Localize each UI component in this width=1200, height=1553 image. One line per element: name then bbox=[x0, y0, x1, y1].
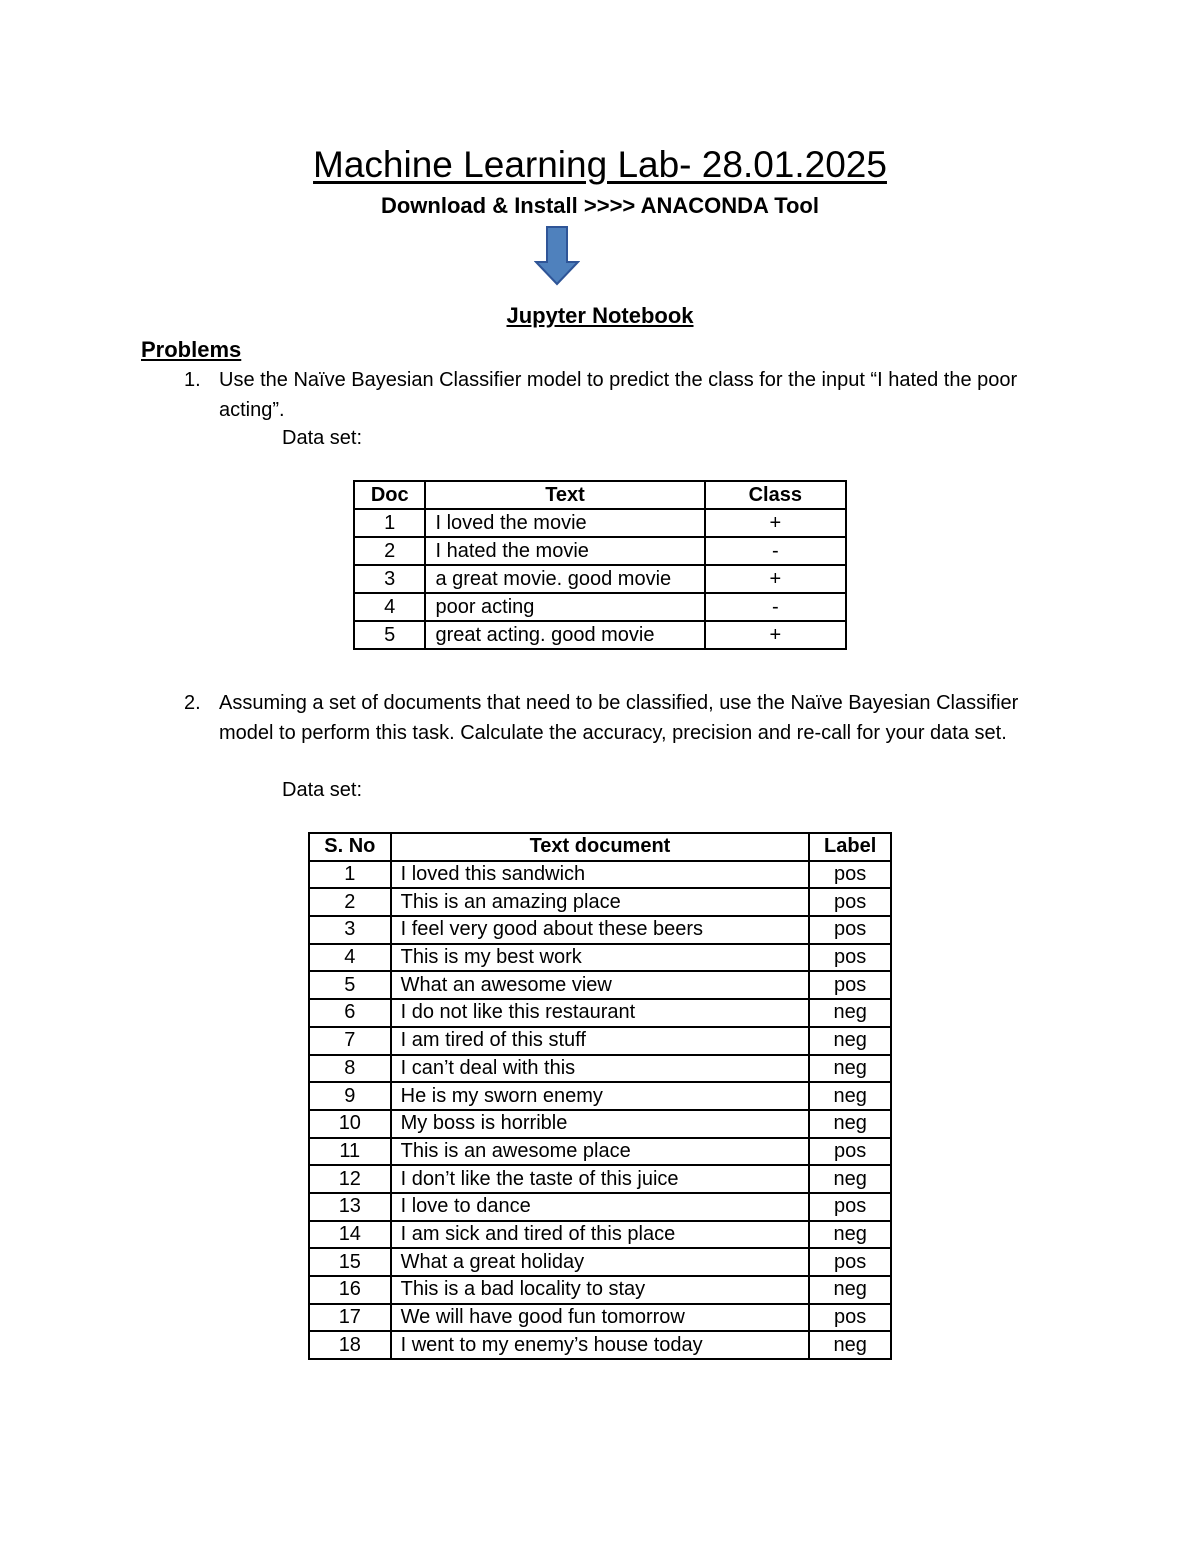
table-cell: 13 bbox=[309, 1193, 391, 1221]
table-cell: 6 bbox=[309, 999, 391, 1027]
table-cell: I loved the movie bbox=[425, 509, 704, 537]
table-cell: I hated the movie bbox=[425, 537, 704, 565]
column-header: Text document bbox=[391, 833, 810, 861]
table-cell: 17 bbox=[309, 1304, 391, 1332]
table-cell: We will have good fun tomorrow bbox=[391, 1304, 810, 1332]
problem-2 bbox=[184, 689, 1054, 748]
table-cell: 1 bbox=[309, 861, 391, 889]
table-cell: I feel very good about these beers bbox=[391, 916, 810, 944]
table-cell: 15 bbox=[309, 1248, 391, 1276]
table-cell: a great movie. good movie bbox=[425, 565, 704, 593]
table-cell: I am sick and tired of this place bbox=[391, 1221, 810, 1249]
table-row bbox=[309, 1165, 891, 1193]
table-cell: neg bbox=[809, 1276, 891, 1304]
table-row bbox=[309, 1221, 891, 1249]
table-row bbox=[309, 1138, 891, 1166]
table-cell: This is a bad locality to stay bbox=[391, 1276, 810, 1304]
table-cell: What a great holiday bbox=[391, 1248, 810, 1276]
table-cell: 8 bbox=[309, 1055, 391, 1083]
column-header: Label bbox=[809, 833, 891, 861]
problem-2-dataset-label: Data set: bbox=[282, 779, 363, 801]
table-cell: 18 bbox=[309, 1331, 391, 1359]
table-row bbox=[354, 509, 846, 537]
table-cell: 4 bbox=[309, 944, 391, 972]
table-cell: + bbox=[705, 565, 846, 593]
column-header: Text bbox=[425, 481, 704, 509]
problem-2-text: Assuming a set of documents that need to be classified, use the Naïve Bayesian Classifier model to perform this task. Calculate the accuracy, precision and re-call for your data set. bbox=[219, 692, 1019, 744]
table-cell: - bbox=[705, 537, 846, 565]
table-row bbox=[309, 1027, 891, 1055]
table-cell: 5 bbox=[354, 621, 425, 649]
table-cell: I can’t deal with this bbox=[391, 1055, 810, 1083]
table-cell: neg bbox=[809, 1055, 891, 1083]
table-cell: What an awesome view bbox=[391, 971, 810, 999]
table-cell: This is an awesome place bbox=[391, 1138, 810, 1166]
table-row bbox=[309, 1304, 891, 1332]
table-cell: This is an amazing place bbox=[391, 888, 810, 916]
table-cell: I don’t like the taste of this juice bbox=[391, 1165, 810, 1193]
table-cell: poor acting bbox=[425, 593, 704, 621]
table-cell: 3 bbox=[354, 565, 425, 593]
problem-2-number: 2. bbox=[184, 692, 201, 714]
problem-2-table bbox=[308, 832, 892, 1360]
table-cell: neg bbox=[809, 1082, 891, 1110]
table-cell: pos bbox=[809, 1248, 891, 1276]
table-cell: 11 bbox=[309, 1138, 391, 1166]
table-cell: I loved this sandwich bbox=[391, 861, 810, 889]
table-cell: neg bbox=[809, 1027, 891, 1055]
page-subtitle: Download & Install >>>> ANACONDA Tool bbox=[380, 193, 819, 218]
table-cell: pos bbox=[809, 861, 891, 889]
table-cell: + bbox=[705, 509, 846, 537]
down-arrow-icon bbox=[534, 226, 580, 286]
table-row bbox=[309, 999, 891, 1027]
table-row bbox=[309, 1055, 891, 1083]
table-cell: 2 bbox=[354, 537, 425, 565]
table-cell: 2 bbox=[309, 888, 391, 916]
table-cell: neg bbox=[809, 999, 891, 1027]
table-cell: My boss is horrible bbox=[391, 1110, 810, 1138]
column-header: S. No bbox=[309, 833, 391, 861]
table-cell: neg bbox=[809, 1331, 891, 1359]
table-cell: He is my sworn enemy bbox=[391, 1082, 810, 1110]
table-row bbox=[309, 1082, 891, 1110]
table-row bbox=[309, 1276, 891, 1304]
table-row bbox=[309, 1331, 891, 1359]
column-header: Doc bbox=[354, 481, 425, 509]
table-header-row bbox=[309, 833, 891, 861]
table-row bbox=[309, 1193, 891, 1221]
table-cell: great acting. good movie bbox=[425, 621, 704, 649]
table-cell: 14 bbox=[309, 1221, 391, 1249]
table-row bbox=[309, 944, 891, 972]
table-cell: neg bbox=[809, 1221, 891, 1249]
problem-1-number: 1. bbox=[184, 369, 201, 391]
table-cell: 5 bbox=[309, 971, 391, 999]
table-row bbox=[309, 861, 891, 889]
table-cell: pos bbox=[809, 1304, 891, 1332]
page-title: Machine Learning Lab- 28.01.2025 bbox=[313, 144, 887, 185]
problem-1-dataset-label: Data set: bbox=[282, 427, 363, 449]
table-row bbox=[309, 1248, 891, 1276]
table-cell: This is my best work bbox=[391, 944, 810, 972]
table-cell: pos bbox=[809, 1138, 891, 1166]
table-row bbox=[354, 593, 846, 621]
table-cell: pos bbox=[809, 944, 891, 972]
table-cell: 7 bbox=[309, 1027, 391, 1055]
table-cell: pos bbox=[809, 888, 891, 916]
table-cell: I went to my enemy’s house today bbox=[391, 1331, 810, 1359]
table-cell: neg bbox=[809, 1110, 891, 1138]
table-row bbox=[354, 621, 846, 649]
table-cell: 1 bbox=[354, 509, 425, 537]
problems-heading: Problems bbox=[141, 337, 242, 362]
table-cell: neg bbox=[809, 1165, 891, 1193]
table-cell: 10 bbox=[309, 1110, 391, 1138]
table-cell: pos bbox=[809, 916, 891, 944]
jupyter-heading: Jupyter Notebook bbox=[506, 303, 694, 328]
table-cell: pos bbox=[809, 1193, 891, 1221]
table-cell: - bbox=[705, 593, 846, 621]
problem-1-text: Use the Naïve Bayesian Classifier model to predict the class for the input “I hated the poor acting”. bbox=[219, 369, 1018, 421]
table-row bbox=[309, 888, 891, 916]
table-row bbox=[309, 971, 891, 999]
problem-1 bbox=[184, 366, 1054, 425]
table-cell: 9 bbox=[309, 1082, 391, 1110]
table-cell: I love to dance bbox=[391, 1193, 810, 1221]
problem-1-table bbox=[353, 480, 847, 650]
table-row bbox=[354, 565, 846, 593]
table-row bbox=[354, 537, 846, 565]
table-row bbox=[309, 1110, 891, 1138]
column-header: Class bbox=[705, 481, 846, 509]
table-cell: + bbox=[705, 621, 846, 649]
table-cell: 4 bbox=[354, 593, 425, 621]
table-cell: 16 bbox=[309, 1276, 391, 1304]
table-cell: pos bbox=[809, 971, 891, 999]
table-row bbox=[309, 916, 891, 944]
table-header-row bbox=[354, 481, 846, 509]
table-cell: I do not like this restaurant bbox=[391, 999, 810, 1027]
table-cell: I am tired of this stuff bbox=[391, 1027, 810, 1055]
table-cell: 3 bbox=[309, 916, 391, 944]
table-cell: 12 bbox=[309, 1165, 391, 1193]
